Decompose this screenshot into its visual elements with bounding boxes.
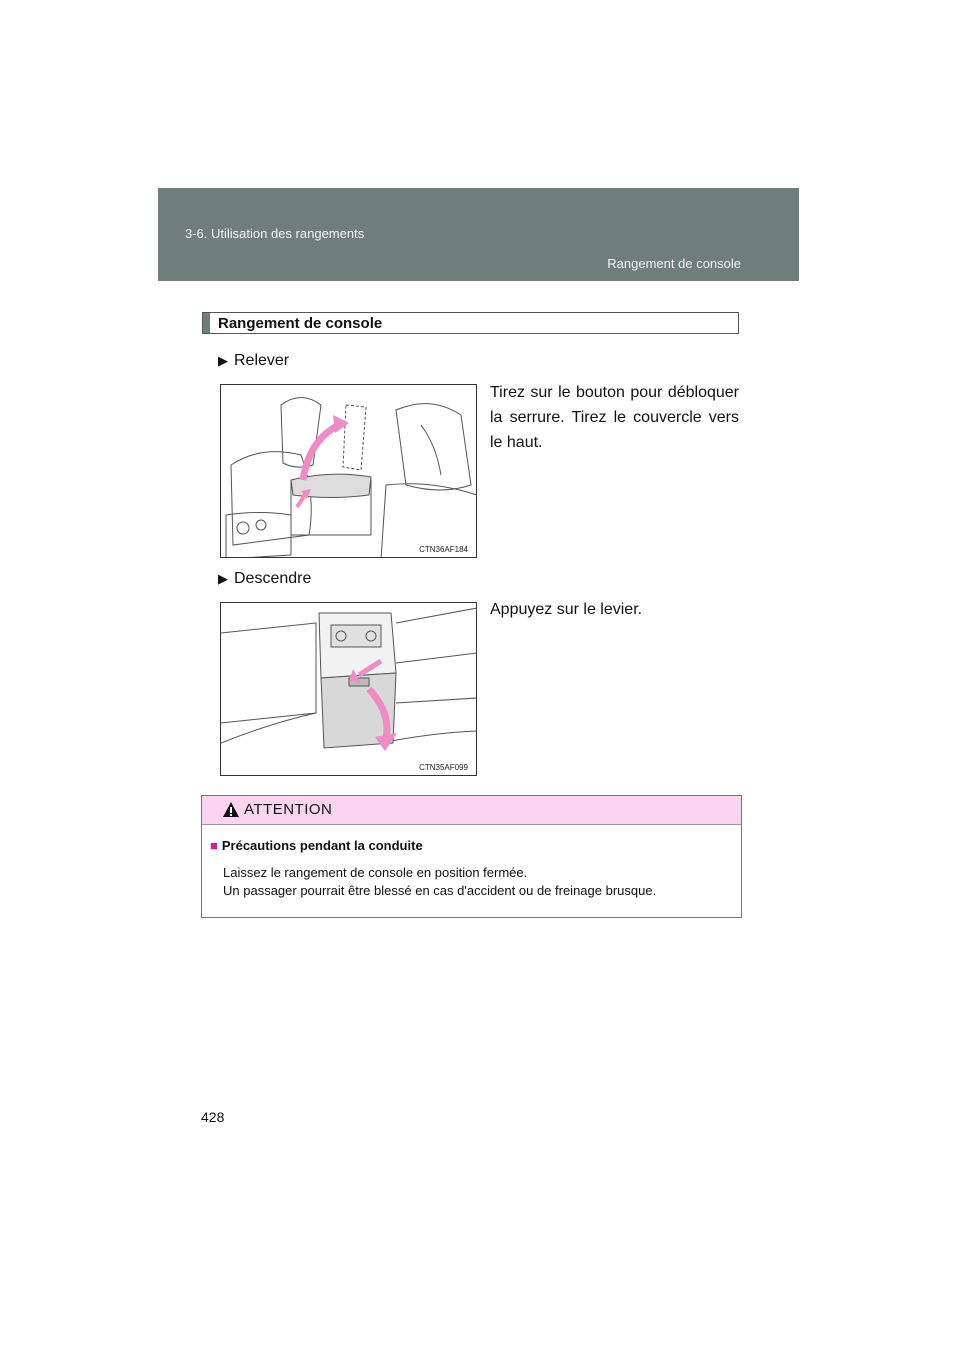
attention-title: ATTENTION (244, 801, 333, 818)
attention-subtitle-row (210, 838, 423, 853)
attention-box (201, 795, 742, 918)
figure-code: CTN36AF184 (419, 545, 468, 554)
attention-header (202, 796, 741, 825)
console-lid-lower-illustration (221, 603, 477, 776)
chapter-subsection-title: Rangement de console (607, 256, 741, 271)
step-description-relever: Tirez sur le bouton pour débloquer la serrure. Tirez le couvercle vers le haut. (490, 384, 739, 451)
figure-code: CTN35AF099 (419, 763, 468, 772)
step-heading-descendre (218, 570, 311, 588)
attention-line: Un passager pourrait être blessé en cas d'accident ou de freinage brusque. (223, 883, 657, 898)
section-title-box (202, 312, 739, 334)
step-description-descendre: Appuyez sur le levier. (490, 601, 643, 618)
section-title-marker (203, 313, 210, 333)
page-number: 428 (201, 1109, 225, 1125)
console-lid-raise-illustration (221, 385, 477, 558)
chapter-header (158, 188, 799, 281)
figure-descendre (220, 602, 477, 776)
step-label: Descendre (234, 570, 312, 587)
figure-relever (220, 384, 477, 558)
section-title: Rangement de console (218, 315, 383, 332)
step-label: Relever (234, 352, 290, 369)
triangle-bullet-icon: ▶ (218, 571, 228, 586)
attention-line: Laissez le rangement de console en position fermée. (223, 865, 528, 880)
attention-subtitle: Précautions pendant la conduite (221, 838, 423, 853)
chapter-section-title: 3-6. Utilisation des rangements (185, 226, 365, 241)
warning-icon (222, 801, 240, 818)
square-bullet-icon: ■ (210, 838, 218, 853)
triangle-bullet-icon: ▶ (218, 353, 228, 368)
step-heading-relever (218, 352, 289, 370)
